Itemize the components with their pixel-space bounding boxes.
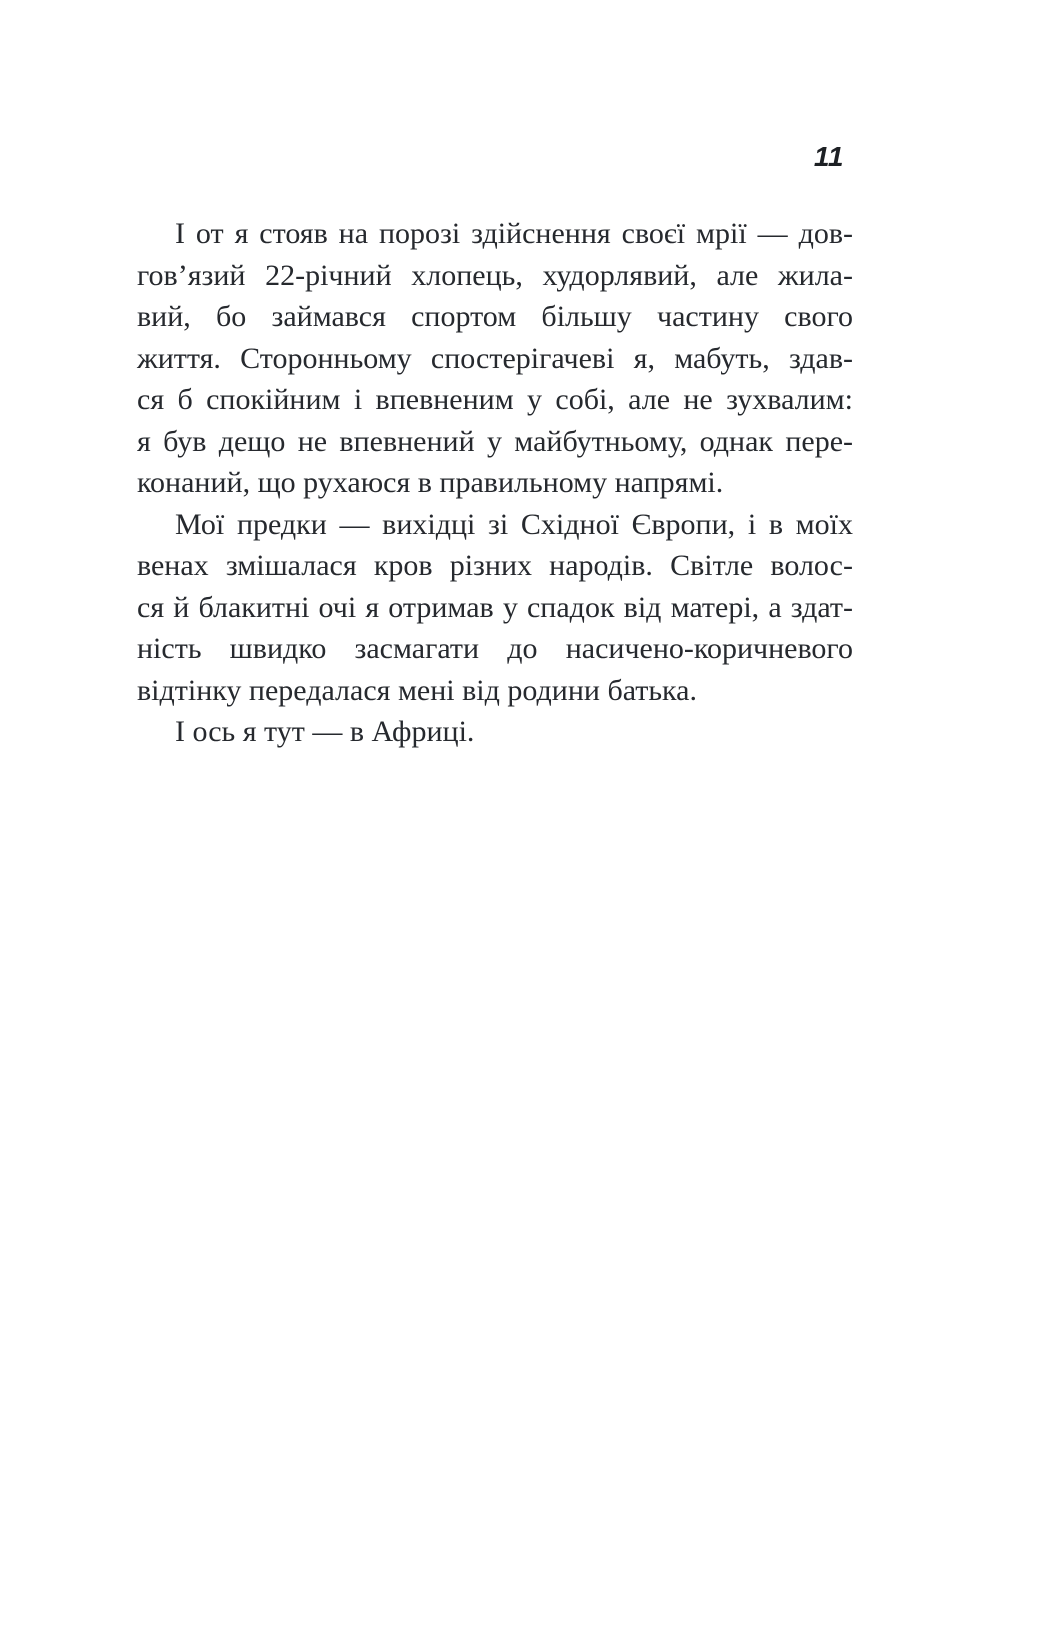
text-line: І от я стояв на порозі здійснення своєї мрії — дов- xyxy=(175,217,853,250)
text-line: вий, бо займався спортом більшу частину свого xyxy=(137,300,853,333)
text-line: відтінку передалася мені від родини батька. xyxy=(137,673,697,707)
text-line: конаний, що рухаюся в правильному напрямі. xyxy=(137,466,724,499)
text-line: венах змішалася кров різних народів. Світле волос- xyxy=(137,549,853,582)
text-line: ся б спокійним і впевненим у собі, але не зухвалим: xyxy=(137,383,853,416)
paragraph xyxy=(137,213,853,504)
text-line: ність швидко засмагати до насичено-коричневого xyxy=(137,632,853,665)
text-line: я був дещо не впевнений у майбутньому, однак пере- xyxy=(137,424,853,458)
page-number: 11 xyxy=(813,141,844,172)
text-line: І ось я тут — в Африці. xyxy=(175,715,475,748)
paragraph xyxy=(137,504,853,712)
text-line: ся й блакитні очі я отримав у спадок від матері, а здат- xyxy=(137,590,853,624)
paragraph xyxy=(137,711,853,753)
text-line: Мої предки — вихідці зі Східної Європи, і в моїх xyxy=(175,507,853,541)
body-text xyxy=(137,213,853,753)
text-line: життя. Сторонньому спостерігачеві я, мабуть, здав- xyxy=(137,341,853,375)
text-line: гов’язий 22-річний хлопець, худорлявий, але жила- xyxy=(137,258,853,292)
